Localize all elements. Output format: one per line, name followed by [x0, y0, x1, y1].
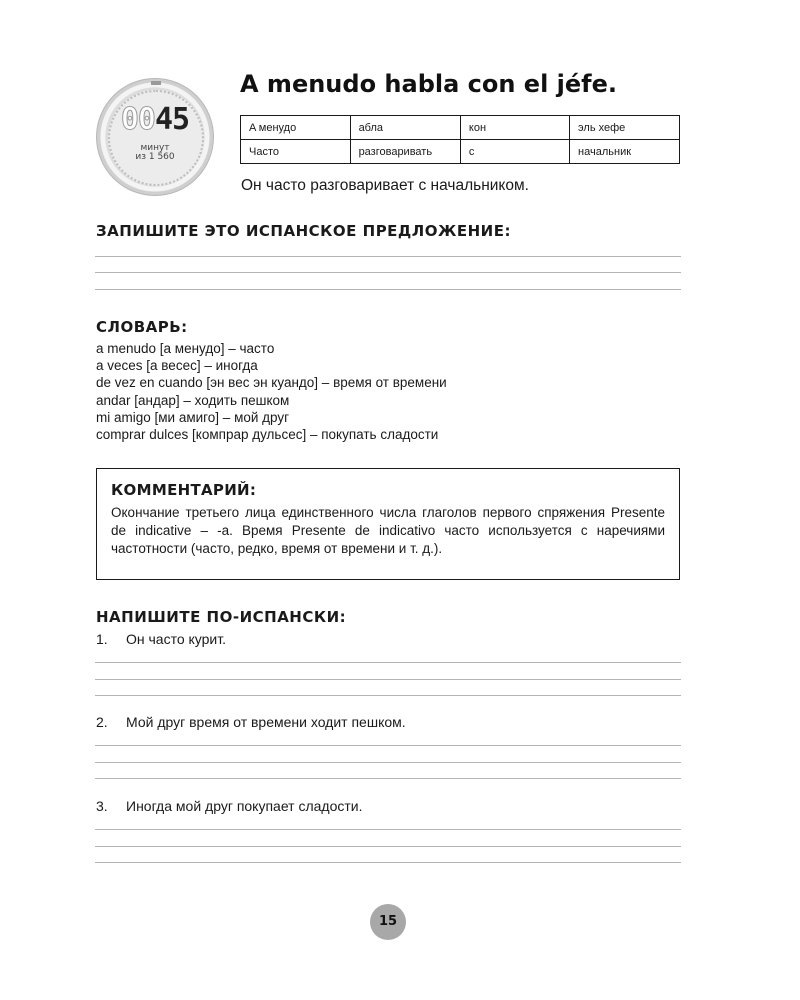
comment-text: Окончание третьего лица единственного числа глаголов первого спряжения Presente de indicative – -a. Время Presente de indicativo часто используется с наречиями частотности (часто, редко, время от времени и т. д.).	[111, 505, 665, 556]
writing-line[interactable]	[95, 662, 681, 663]
word-table-cell: разговаривать	[350, 140, 460, 164]
page-number: 15	[370, 904, 406, 940]
word-table-cell: начальник	[570, 140, 680, 164]
word-table-row-spanish	[241, 116, 680, 140]
writing-line[interactable]	[95, 289, 681, 290]
timer-badge	[96, 78, 214, 196]
dictionary-list	[96, 340, 447, 443]
task-number: 3.	[96, 798, 108, 814]
dictionary-entry: andar [андар] – ходить пешком	[96, 392, 290, 408]
word-table-cell: A менудо	[241, 116, 351, 140]
word-table-cell: кон	[460, 116, 569, 140]
writing-line[interactable]	[95, 846, 681, 847]
comment-heading: КОММЕНТАРИЙ:	[111, 481, 257, 499]
exercise-task	[96, 631, 226, 647]
task-text: Он часто курит.	[126, 631, 227, 647]
timer-digits	[97, 102, 213, 137]
word-table	[240, 115, 680, 164]
exercise-task	[96, 714, 406, 730]
timer-unit: минут	[140, 143, 170, 153]
writing-line[interactable]	[95, 762, 681, 763]
task-text: Иногда мой друг покупает сладости.	[126, 798, 363, 814]
word-table-cell: абла	[350, 116, 460, 140]
writing-line[interactable]	[95, 829, 681, 830]
writing-line[interactable]	[95, 695, 681, 696]
comment-box	[96, 468, 680, 580]
timer-digits-lit: 45	[155, 102, 190, 137]
timer-digits-dim: 00	[120, 102, 155, 137]
word-table-cell: Часто	[241, 140, 351, 164]
dictionary-entry: a veces [а весес] – иногда	[96, 358, 258, 374]
writing-line[interactable]	[95, 256, 681, 257]
write-sentence-heading: ЗАПИШИТЕ ЭТО ИСПАНСКОЕ ПРЕДЛОЖЕНИЕ:	[96, 222, 511, 240]
word-table-cell: эль хефе	[570, 116, 680, 140]
writing-line[interactable]	[95, 272, 681, 273]
word-table-row-russian	[241, 140, 680, 164]
task-number: 2.	[96, 714, 108, 730]
sentence-translation: Он часто разговаривает с начальником.	[241, 177, 529, 194]
writing-line[interactable]	[95, 778, 681, 779]
dictionary-entry: mi amigo [ми амиго] – мой друг	[96, 409, 290, 425]
dictionary-entry: a menudo [а менудо] – часто	[96, 341, 275, 356]
writing-line[interactable]	[95, 862, 681, 863]
exercise-heading: НАПИШИТЕ ПО-ИСПАНСКИ:	[96, 608, 347, 626]
exercise-task	[96, 798, 363, 814]
writing-line[interactable]	[95, 679, 681, 680]
timer-tick-mark	[151, 81, 161, 85]
writing-line[interactable]	[95, 745, 681, 746]
word-table-cell: с	[460, 140, 569, 164]
dictionary-entry: de vez en cuando [эн вес эн куандо] – время от времени	[96, 375, 447, 391]
timer-total: из 1 560	[135, 152, 175, 162]
dictionary-heading: СЛОВАРЬ:	[96, 318, 188, 336]
task-number: 1.	[96, 631, 108, 647]
task-text: Мой друг время от времени ходит пешком.	[126, 714, 406, 730]
dictionary-entry: comprar dulces [компрар дульсес] – покупать сладости	[96, 427, 439, 443]
lesson-title: A menudo habla con el jéfe.	[240, 70, 618, 98]
